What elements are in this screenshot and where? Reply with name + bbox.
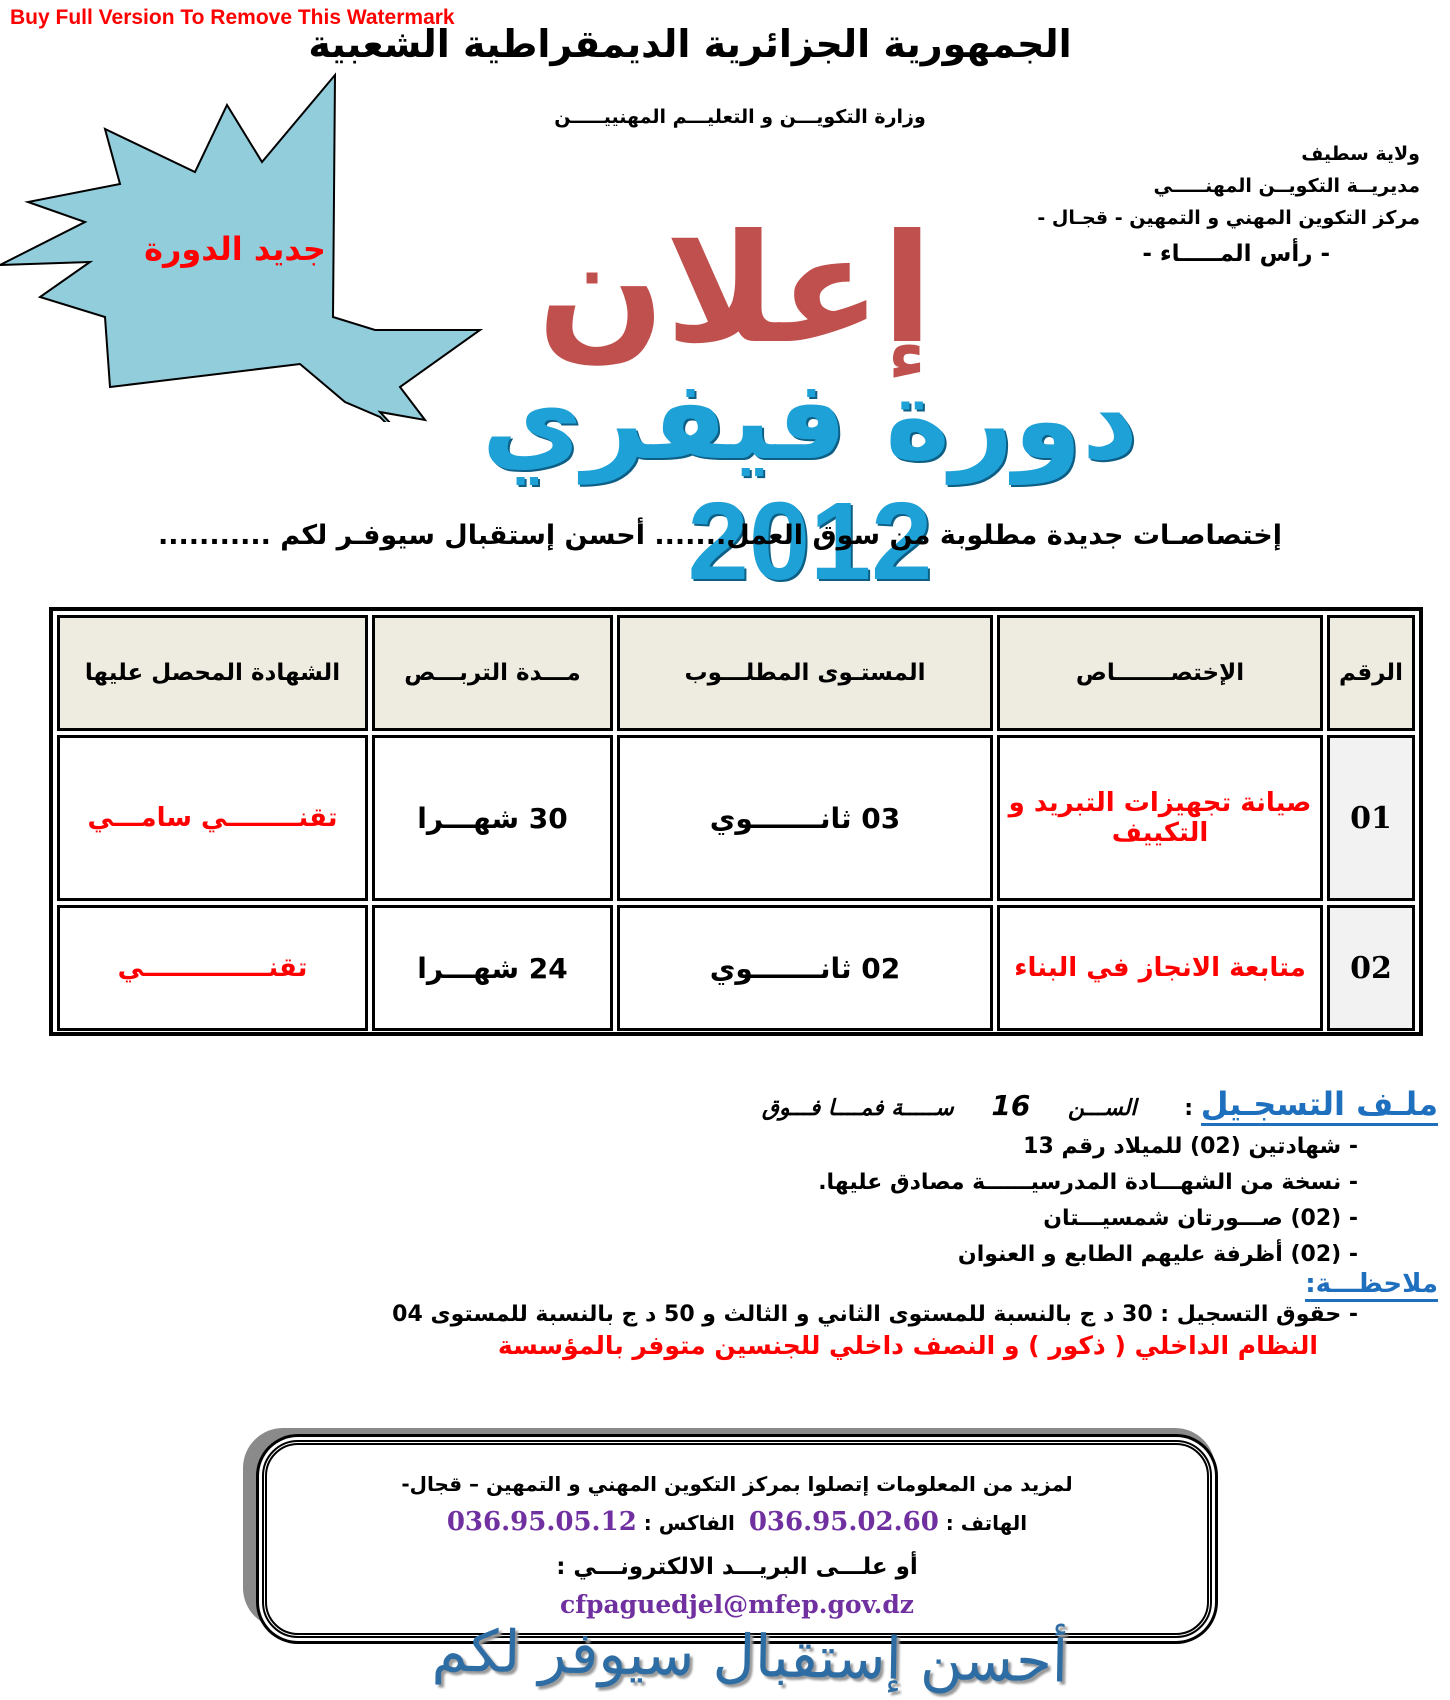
row-certificate: تقنــــــــي سامـــي: [57, 735, 368, 901]
table-row: [57, 905, 1415, 1031]
note-title: ملاحظـــة:: [1305, 1269, 1438, 1302]
specialties-table: [49, 607, 1423, 1036]
registration-title: ملـف التسجـيل: [1201, 1085, 1438, 1126]
fax-label: الفاكس :: [643, 1511, 735, 1535]
list-item: - (02) صـــورتان شمسيـــتان: [138, 1201, 1358, 1237]
list-item: - شهادتين (02) للميلاد رقم 13: [138, 1129, 1358, 1165]
row-duration: 30 شهـــرا: [372, 735, 613, 901]
watermark: Buy Full Version To Remove This Watermark: [10, 6, 455, 29]
row-duration: 24 شهـــرا: [372, 905, 613, 1031]
list-item: - نسخة من الشهـــادة المدرسيــــــة مصادق عليها.: [138, 1165, 1358, 1201]
header-duration: مـــدة التربـــص: [372, 615, 613, 731]
institution-block: [1037, 138, 1420, 270]
row-certificate: تقنــــــــــــــي: [57, 905, 368, 1031]
row-number: 02: [1327, 905, 1415, 1031]
registration-colon: :: [1184, 1096, 1194, 1121]
registration-fees: - حقوق التسجيل : 30 د ج بالنسبة للمستوى الثاني و الثالث و 50 د ج بالنسبة للمستوى 04: [392, 1302, 1358, 1327]
age-label: الســـن: [1068, 1096, 1137, 1121]
session-year: 2012: [687, 480, 933, 603]
age-value: 16: [991, 1089, 1031, 1122]
header-level: المستـوى المطلـــوب: [617, 615, 993, 731]
wilaya: ولاية سطيف: [1301, 143, 1420, 165]
session-label: دورة فيفري: [481, 356, 1139, 484]
contact-phones: [267, 1503, 1207, 1542]
table-row: [57, 735, 1415, 901]
list-item: - (02) أظرفة عليهم الطابع و العنوان: [138, 1237, 1358, 1273]
required-documents-list: [138, 1129, 1438, 1273]
table-header-row: [57, 615, 1415, 731]
tagline: إختصاصـات جديدة مطلوبة من سوق العمل....... أحسن إستقبال سيوفـر لكم ...........: [158, 520, 1282, 551]
header-certificate: الشهادة المحصل عليها: [57, 615, 368, 731]
age-suffix: ســـــة فمــــا فـــوق: [761, 1096, 954, 1121]
row-number: 01: [1327, 735, 1415, 901]
slogan: أحسن إستقبال سيوفر لكم: [431, 1616, 1069, 1696]
housing-note: النظام الداخلي ( ذكور ) و النصف داخلي للجنسين متوفر بالمؤسسة: [497, 1331, 1318, 1360]
phone-number: 036.95.02.60: [748, 1507, 939, 1537]
directorate: مديريــة التكويــن المهنـــــي: [1153, 175, 1420, 197]
announcement-heading: إعلان: [537, 203, 933, 377]
row-level: 02 ثانـــــــوي: [617, 905, 993, 1031]
row-specialty: متابعة الانجاز في البناء: [997, 905, 1323, 1031]
place: - رأس المـــــاء -: [1142, 241, 1330, 267]
row-level: 03 ثانـــــــوي: [617, 735, 993, 901]
email-address: cfpaguedjel@mfep.gov.dz: [560, 1590, 914, 1619]
ministry-name: وزارة التكويـــن و التعليـــم المهنييـــــن: [554, 106, 926, 128]
header-number: الرقم: [1327, 615, 1415, 731]
fax-number: 036.95.05.12: [446, 1507, 637, 1537]
new-session-badge: جديد الدورة: [144, 230, 326, 268]
center: مركز التكوين المهني و التمهين - قجـال -: [1037, 207, 1420, 229]
session-heading: [440, 356, 1180, 603]
header-specialty: الإختصـــــــاص: [997, 615, 1323, 731]
registration-section: [138, 1085, 1438, 1360]
row-specialty: صيانة تجهيزات التبريد و التكييف: [997, 735, 1323, 901]
phone-label: الهاتف :: [945, 1511, 1028, 1535]
republic-title: الجمهورية الجزائرية الديمقراطية الشعبية: [308, 22, 1072, 66]
email-label: أو علـــى البريـــد الالكترونـــي :: [556, 1554, 918, 1580]
contact-intro: لمزيد من المعلومات إتصلوا بمركز التكوين المهني و التمهين – قجال-: [401, 1472, 1073, 1496]
contact-box: [262, 1440, 1212, 1638]
